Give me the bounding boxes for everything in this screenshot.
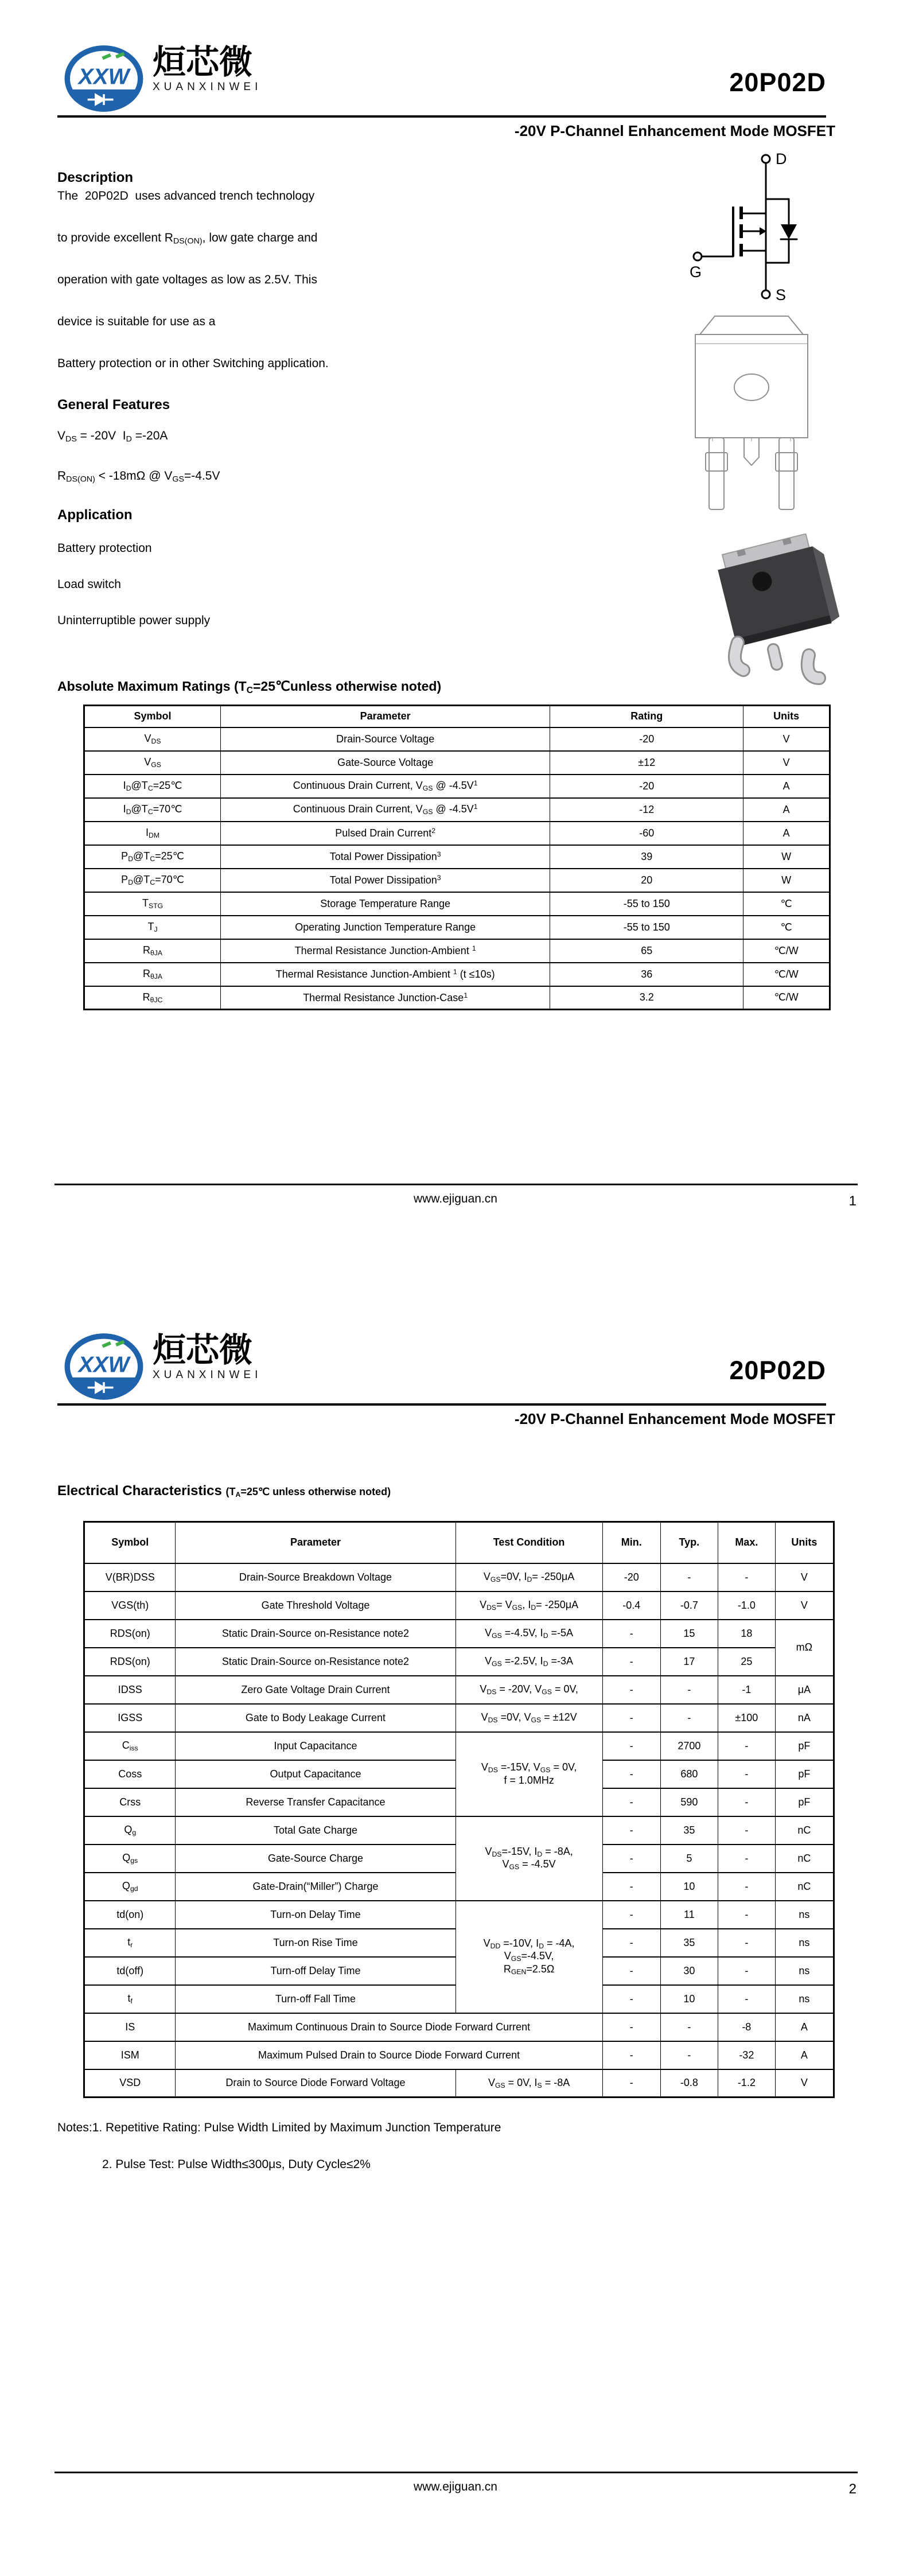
table-cell: - xyxy=(660,1704,718,1732)
table-row xyxy=(84,1620,834,1648)
table-cell: 35 xyxy=(660,1816,718,1845)
table-cell: 10 xyxy=(660,1985,718,2013)
table-cell: -1 xyxy=(718,1676,775,1704)
table-cell: - xyxy=(660,1563,718,1591)
table-cell: V xyxy=(743,727,830,751)
table-cell: $R_{\theta JA}$ xyxy=(84,939,221,963)
text-line: Battery protection xyxy=(57,542,152,555)
elec-title-condition: ($T_A=25℃$ unless otherwise noted) xyxy=(225,1486,391,1499)
table-cell: Maximum Continuous Drain to Source Diode Forward Current xyxy=(176,2013,602,2041)
table-cell: ℃/W xyxy=(743,963,830,986)
table-cell: Pulsed Drain Current$^2$ xyxy=(221,822,550,845)
table-cell: Reverse Transfer Capacitance xyxy=(176,1788,456,1816)
table-cell: ±100 xyxy=(718,1704,775,1732)
brand-name-en: XUANXINWEI xyxy=(153,1368,262,1381)
table-cell: VGS(th) xyxy=(84,1591,176,1620)
column-header: Parameter xyxy=(176,1522,456,1563)
description-text xyxy=(57,189,329,399)
package-photo xyxy=(700,534,855,688)
table-cell: Operating Junction Temperature Range xyxy=(221,916,550,939)
page-number: 1 xyxy=(848,1193,857,1209)
table-cell: - xyxy=(602,1957,660,1985)
table-cell: $T_{STG}$ xyxy=(84,892,221,916)
footer-rule xyxy=(54,1184,858,1185)
footer-url: www.ejiguan.cn xyxy=(414,1192,497,1205)
table-cell: pF xyxy=(775,1788,834,1816)
table-cell: Gate-Drain(“Miller”) Charge xyxy=(176,1873,456,1901)
table-row xyxy=(84,892,830,916)
table-cell: $V_{DS}$ xyxy=(84,727,221,751)
table-cell: -1.0 xyxy=(718,1591,775,1620)
table-header-row xyxy=(84,1522,834,1563)
table-cell: -0.8 xyxy=(660,2069,718,2098)
table-cell: - xyxy=(718,1732,775,1760)
table-cell: -20 xyxy=(550,727,743,751)
package-outline-drawing xyxy=(660,313,843,542)
table-cell: pF xyxy=(775,1732,834,1760)
description-heading: Description xyxy=(57,170,134,185)
table-row xyxy=(84,751,830,775)
table-cell: 17 xyxy=(660,1648,718,1676)
table-row xyxy=(84,916,830,939)
table-cell: - xyxy=(602,1901,660,1929)
table-cell: ℃ xyxy=(743,916,830,939)
table-cell: nC xyxy=(775,1816,834,1845)
table-cell: pF xyxy=(775,1760,834,1788)
table-cell: Total Gate Charge xyxy=(176,1816,456,1845)
table-cell: μA xyxy=(775,1676,834,1704)
text-line: Notes:1. Repetitive Rating: Pulse Width Limited by Maximum Junction Temperature xyxy=(57,2121,501,2134)
table-cell: - xyxy=(602,1620,660,1648)
table-cell: - xyxy=(602,1873,660,1901)
application-list xyxy=(57,542,210,650)
table-cell: ℃ xyxy=(743,892,830,916)
table-cell: -55 to 150 xyxy=(550,916,743,939)
table-row xyxy=(84,1816,834,1845)
logo-mark-icon xyxy=(63,1333,145,1400)
table-cell: Drain-Source Voltage xyxy=(221,727,550,751)
footer-rule xyxy=(54,2472,858,2473)
column-header: Min. xyxy=(602,1522,660,1563)
company-logo xyxy=(63,42,262,112)
table-cell: IDSS xyxy=(84,1676,176,1704)
table-cell: Turn-off Delay Time xyxy=(176,1957,456,1985)
mosfet-symbol-icon xyxy=(654,146,849,336)
table-cell: Continuous Drain Current, $V_{GS}$ @ $-4.5V^1$ xyxy=(221,775,550,798)
table-cell: ℃/W xyxy=(743,939,830,963)
brand-name-zh: 烜芯微 xyxy=(153,1330,253,1369)
table-cell: ns xyxy=(775,1957,834,1985)
table-cell: Zero Gate Voltage Drain Current xyxy=(176,1676,456,1704)
table-cell: ns xyxy=(775,1929,834,1957)
table-cell: - xyxy=(718,1957,775,1985)
text-line: device is suitable for use as a xyxy=(57,315,216,328)
text-line: $V_{DS} = -20V$ $I_D =-20A$ xyxy=(57,429,168,444)
header-rule xyxy=(57,1403,826,1406)
table-header-row xyxy=(84,706,830,727)
table-cell: $V_{DS} =-15V$, $V_{GS} = 0V$, f = 1.0MHz xyxy=(456,1732,602,1816)
part-number: 20P02D xyxy=(729,1356,826,1385)
text-line: to provide excellent $R_{DS(ON)}$, low gate charge and xyxy=(57,231,318,246)
table-row xyxy=(84,1676,834,1704)
table-cell: 36 xyxy=(550,963,743,986)
table-cell: Maximum Pulsed Drain to Source Diode Forward Current xyxy=(176,2041,602,2069)
table-row xyxy=(84,1704,834,1732)
table-cell: Crss xyxy=(84,1788,176,1816)
table-cell: nA xyxy=(775,1704,834,1732)
text-line: 2. Pulse Test: Pulse Width≤300μs, Duty Cycle≤2% xyxy=(102,2158,371,2171)
page-2 xyxy=(0,1288,911,2576)
table-cell: Turn-off Fall Time xyxy=(176,1985,456,2013)
table-cell: ns xyxy=(775,1901,834,1929)
table-cell: nC xyxy=(775,1845,834,1873)
table-cell: Gate-Source Voltage xyxy=(221,751,550,775)
table-cell: V xyxy=(775,2069,834,2098)
column-header: Parameter xyxy=(221,706,550,727)
table-row xyxy=(84,2013,834,2041)
table-cell: 25 xyxy=(718,1648,775,1676)
svg-text:XXW: XXW xyxy=(78,64,130,90)
footer-url: www.ejiguan.cn xyxy=(414,2480,497,2493)
column-header: Units xyxy=(775,1522,834,1563)
table-cell: V xyxy=(743,751,830,775)
table-cell: Drain to Source Diode Forward Voltage xyxy=(176,2069,456,2098)
table-cell: W xyxy=(743,845,830,869)
table-cell: V(BR)DSS xyxy=(84,1563,176,1591)
table-cell: $I_{DM}$ xyxy=(84,822,221,845)
svg-text:S: S xyxy=(776,286,787,303)
table-cell: $Q_g$ xyxy=(84,1816,176,1845)
table-cell: - xyxy=(602,2069,660,2098)
table-row xyxy=(84,1563,834,1591)
table-cell: -32 xyxy=(718,2041,775,2069)
table-cell: 3.2 xyxy=(550,986,743,1010)
table-cell: - xyxy=(602,1845,660,1873)
table-cell: $Q_{gd}$ xyxy=(84,1873,176,1901)
table-cell: A xyxy=(743,798,830,822)
table-cell: $P_D@T_C=25℃$ xyxy=(84,845,221,869)
table-cell: $I_D@T_C=70℃$ xyxy=(84,798,221,822)
table-cell: -1.2 xyxy=(718,2069,775,2098)
table-cell: nC xyxy=(775,1873,834,1901)
table-cell: $V_{DS} = -20V$, $V_{GS} = 0V$, xyxy=(456,1676,602,1704)
table-cell: - xyxy=(718,1985,775,2013)
table-cell: Thermal Resistance Junction-Ambient $^1$ (t ≤10s) xyxy=(221,963,550,986)
table-cell: RDS(on) xyxy=(84,1620,176,1648)
table-cell: Drain-Source Breakdown Voltage xyxy=(176,1563,456,1591)
table-cell: Continuous Drain Current, $V_{GS}$ @ $-4.5V^1$ xyxy=(221,798,550,822)
table-cell: $R_{\theta JC}$ xyxy=(84,986,221,1010)
table-cell: 11 xyxy=(660,1901,718,1929)
doc-subtitle: -20V P-Channel Enhancement Mode MOSFET xyxy=(514,1410,835,1427)
table-cell: V xyxy=(775,1563,834,1591)
header-rule xyxy=(57,115,826,118)
table-cell: - xyxy=(660,2013,718,2041)
table-cell: - xyxy=(602,1732,660,1760)
table-cell: $t_r$ xyxy=(84,1929,176,1957)
doc-subtitle: -20V P-Channel Enhancement Mode MOSFET xyxy=(514,122,835,139)
table-cell: $V_{GS}=0V$, $I_D= -250\mu A$ xyxy=(456,1563,602,1591)
table-cell: -20 xyxy=(550,775,743,798)
table-cell: 30 xyxy=(660,1957,718,1985)
table-cell: -0.4 xyxy=(602,1591,660,1620)
table-row xyxy=(84,2041,834,2069)
table-cell: td(on) xyxy=(84,1901,176,1929)
column-header: Typ. xyxy=(660,1522,718,1563)
table-cell: $t_f$ xyxy=(84,1985,176,2013)
table-cell: Gate to Body Leakage Current xyxy=(176,1704,456,1732)
svg-text:D: D xyxy=(776,150,787,168)
table-cell: -20 xyxy=(602,1563,660,1591)
table-cell: Gate Threshold Voltage xyxy=(176,1591,456,1620)
general-features-heading: General Features xyxy=(57,397,170,413)
column-header: Rating xyxy=(550,706,743,727)
table-cell: -8 xyxy=(718,2013,775,2041)
table-cell: 15 xyxy=(660,1620,718,1648)
table-cell: - xyxy=(602,1704,660,1732)
text-line: operation with gate voltages as low as 2.5V. This xyxy=(57,273,317,286)
general-features-text xyxy=(57,429,220,509)
table-cell: $V_{DD} =-10V$, $I_D = -4A$, $V_{GS}=-4.5V$, $R_{GEN}=2.5\Omega$ xyxy=(456,1901,602,2013)
table-cell: ℃/W xyxy=(743,986,830,1010)
table-cell: - xyxy=(718,1563,775,1591)
table-cell: IGSS xyxy=(84,1704,176,1732)
abs-max-table xyxy=(83,705,831,1010)
table-cell: - xyxy=(602,1788,660,1816)
table-cell: 680 xyxy=(660,1760,718,1788)
table-cell: Input Capacitance xyxy=(176,1732,456,1760)
table-cell: 35 xyxy=(660,1929,718,1957)
text-line: Uninterruptible power supply xyxy=(57,614,211,627)
table-cell: Thermal Resistance Junction-Case$^1$ xyxy=(221,986,550,1010)
table-row xyxy=(84,1648,834,1676)
table-cell: A xyxy=(775,2041,834,2069)
table-cell: - xyxy=(718,1760,775,1788)
table-cell: RDS(on) xyxy=(84,1648,176,1676)
brand-name-en: XUANXINWEI xyxy=(153,80,262,93)
table-cell: A xyxy=(775,2013,834,2041)
table-cell: Static Drain-Source on-Resistance note2 xyxy=(176,1648,456,1676)
page-number: 2 xyxy=(848,2481,857,2497)
table-cell: V xyxy=(775,1591,834,1620)
table-cell: A xyxy=(743,775,830,798)
table-cell: -12 xyxy=(550,798,743,822)
application-heading: Application xyxy=(57,507,133,523)
table-cell: -60 xyxy=(550,822,743,845)
svg-text:XXW: XXW xyxy=(78,1352,130,1378)
table-cell: 590 xyxy=(660,1788,718,1816)
table-cell: $V_{GS} =-4.5V$, $I_D =-5A$ xyxy=(456,1620,602,1648)
table-row xyxy=(84,869,830,892)
table-cell: $T_J$ xyxy=(84,916,221,939)
table-cell: 18 xyxy=(718,1620,775,1648)
table-cell: 39 xyxy=(550,845,743,869)
company-logo xyxy=(63,1330,262,1400)
table-cell: -0.7 xyxy=(660,1591,718,1620)
elec-characteristics-title xyxy=(57,1483,391,1499)
table-cell: 10 xyxy=(660,1873,718,1901)
text-line: The 20P02D uses advanced trench technology xyxy=(57,189,315,203)
table-cell: Storage Temperature Range xyxy=(221,892,550,916)
table-row xyxy=(84,822,830,845)
column-header: Max. xyxy=(718,1522,775,1563)
table-cell: Coss xyxy=(84,1760,176,1788)
table-cell: mΩ xyxy=(775,1620,834,1676)
table-cell: ISM xyxy=(84,2041,176,2069)
table-cell: Gate-Source Charge xyxy=(176,1845,456,1873)
logo-mark-icon xyxy=(63,45,145,112)
table-cell: - xyxy=(718,1929,775,1957)
text-line: $R_{DS(ON)} < -18m\Omega$ @ $V_{GS}=-4.5V$ xyxy=(57,469,220,484)
table-row xyxy=(84,727,830,751)
table-cell: 20 xyxy=(550,869,743,892)
table-cell: $V_{GS}$ xyxy=(84,751,221,775)
table-row xyxy=(84,1901,834,1929)
abs-max-title: Absolute Maximum Ratings ($T_C=25℃unless$ otherwise noted) xyxy=(57,679,442,695)
table-row xyxy=(84,939,830,963)
table-cell: $V_{DS}= V_{GS}$, $I_D= -250\mu A$ xyxy=(456,1591,602,1620)
table-cell: Turn-on Delay Time xyxy=(176,1901,456,1929)
notes xyxy=(57,2121,501,2172)
table-row xyxy=(84,2069,834,2098)
table-cell: ±12 xyxy=(550,751,743,775)
column-header: Symbol xyxy=(84,1522,176,1563)
table-cell: - xyxy=(718,1788,775,1816)
table-cell: - xyxy=(660,1676,718,1704)
table-cell: 2700 xyxy=(660,1732,718,1760)
brand-name-zh: 烜芯微 xyxy=(153,42,253,81)
table-cell: $V_{DS} =0V$, $V_{GS} = \pm 12V$ xyxy=(456,1704,602,1732)
table-cell: - xyxy=(602,2041,660,2069)
table-cell: ns xyxy=(775,1985,834,2013)
table-cell: - xyxy=(602,2013,660,2041)
column-header: Units xyxy=(743,706,830,727)
table-row xyxy=(84,1591,834,1620)
table-cell: td(off) xyxy=(84,1957,176,1985)
table-cell: A xyxy=(743,822,830,845)
table-row xyxy=(84,798,830,822)
table-cell: $Q_{gs}$ xyxy=(84,1845,176,1873)
table-cell: - xyxy=(602,1816,660,1845)
table-cell: VSD xyxy=(84,2069,176,2098)
table-cell: - xyxy=(718,1816,775,1845)
table-cell: - xyxy=(602,1648,660,1676)
table-cell: - xyxy=(602,1985,660,2013)
table-cell: 65 xyxy=(550,939,743,963)
table-cell: - xyxy=(602,1929,660,1957)
table-cell: $R_{\theta JA}$ xyxy=(84,963,221,986)
part-number: 20P02D xyxy=(729,68,826,97)
table-cell: $V_{GS} =-2.5V$, $I_D =-3A$ xyxy=(456,1648,602,1676)
table-row xyxy=(84,963,830,986)
table-cell: - xyxy=(602,1760,660,1788)
table-cell: W xyxy=(743,869,830,892)
table-cell: $C_{iss}$ xyxy=(84,1732,176,1760)
table-cell: $V_{GS} = 0V$, $I_S = -8A$ xyxy=(456,2069,602,2098)
table-cell: -55 to 150 xyxy=(550,892,743,916)
table-row xyxy=(84,775,830,798)
table-cell: - xyxy=(660,2041,718,2069)
table-cell: $V_{DS}=-15V$, $I_D = -8A$, $V_{GS} = -4.5V$ xyxy=(456,1816,602,1901)
column-header: Symbol xyxy=(84,706,221,727)
table-cell: - xyxy=(718,1845,775,1873)
table-cell: Turn-on Rise Time xyxy=(176,1929,456,1957)
text-line: Battery protection or in other Switching application. xyxy=(57,357,329,370)
table-cell: 5 xyxy=(660,1845,718,1873)
table-row xyxy=(84,845,830,869)
table-cell: - xyxy=(718,1873,775,1901)
table-cell: Total Power Dissipation$^3$ xyxy=(221,869,550,892)
elec-characteristics-table xyxy=(83,1521,835,2098)
table-cell: IS xyxy=(84,2013,176,2041)
table-cell: - xyxy=(718,1901,775,1929)
table-row xyxy=(84,1732,834,1760)
table-cell: - xyxy=(602,1676,660,1704)
table-cell: $I_D@T_C=25℃$ xyxy=(84,775,221,798)
table-cell: $P_D@T_C=70℃$ xyxy=(84,869,221,892)
elec-title-main: Electrical Characteristics xyxy=(57,1483,222,1499)
table-cell: Output Capacitance xyxy=(176,1760,456,1788)
table-cell: Thermal Resistance Junction-Ambient $^1$ xyxy=(221,939,550,963)
table-cell: Static Drain-Source on-Resistance note2 xyxy=(176,1620,456,1648)
column-header: Test Condition xyxy=(456,1522,602,1563)
text-line: Load switch xyxy=(57,578,121,591)
table-cell: Total Power Dissipation$^3$ xyxy=(221,845,550,869)
svg-text:G: G xyxy=(690,263,702,281)
table-row xyxy=(84,986,830,1010)
